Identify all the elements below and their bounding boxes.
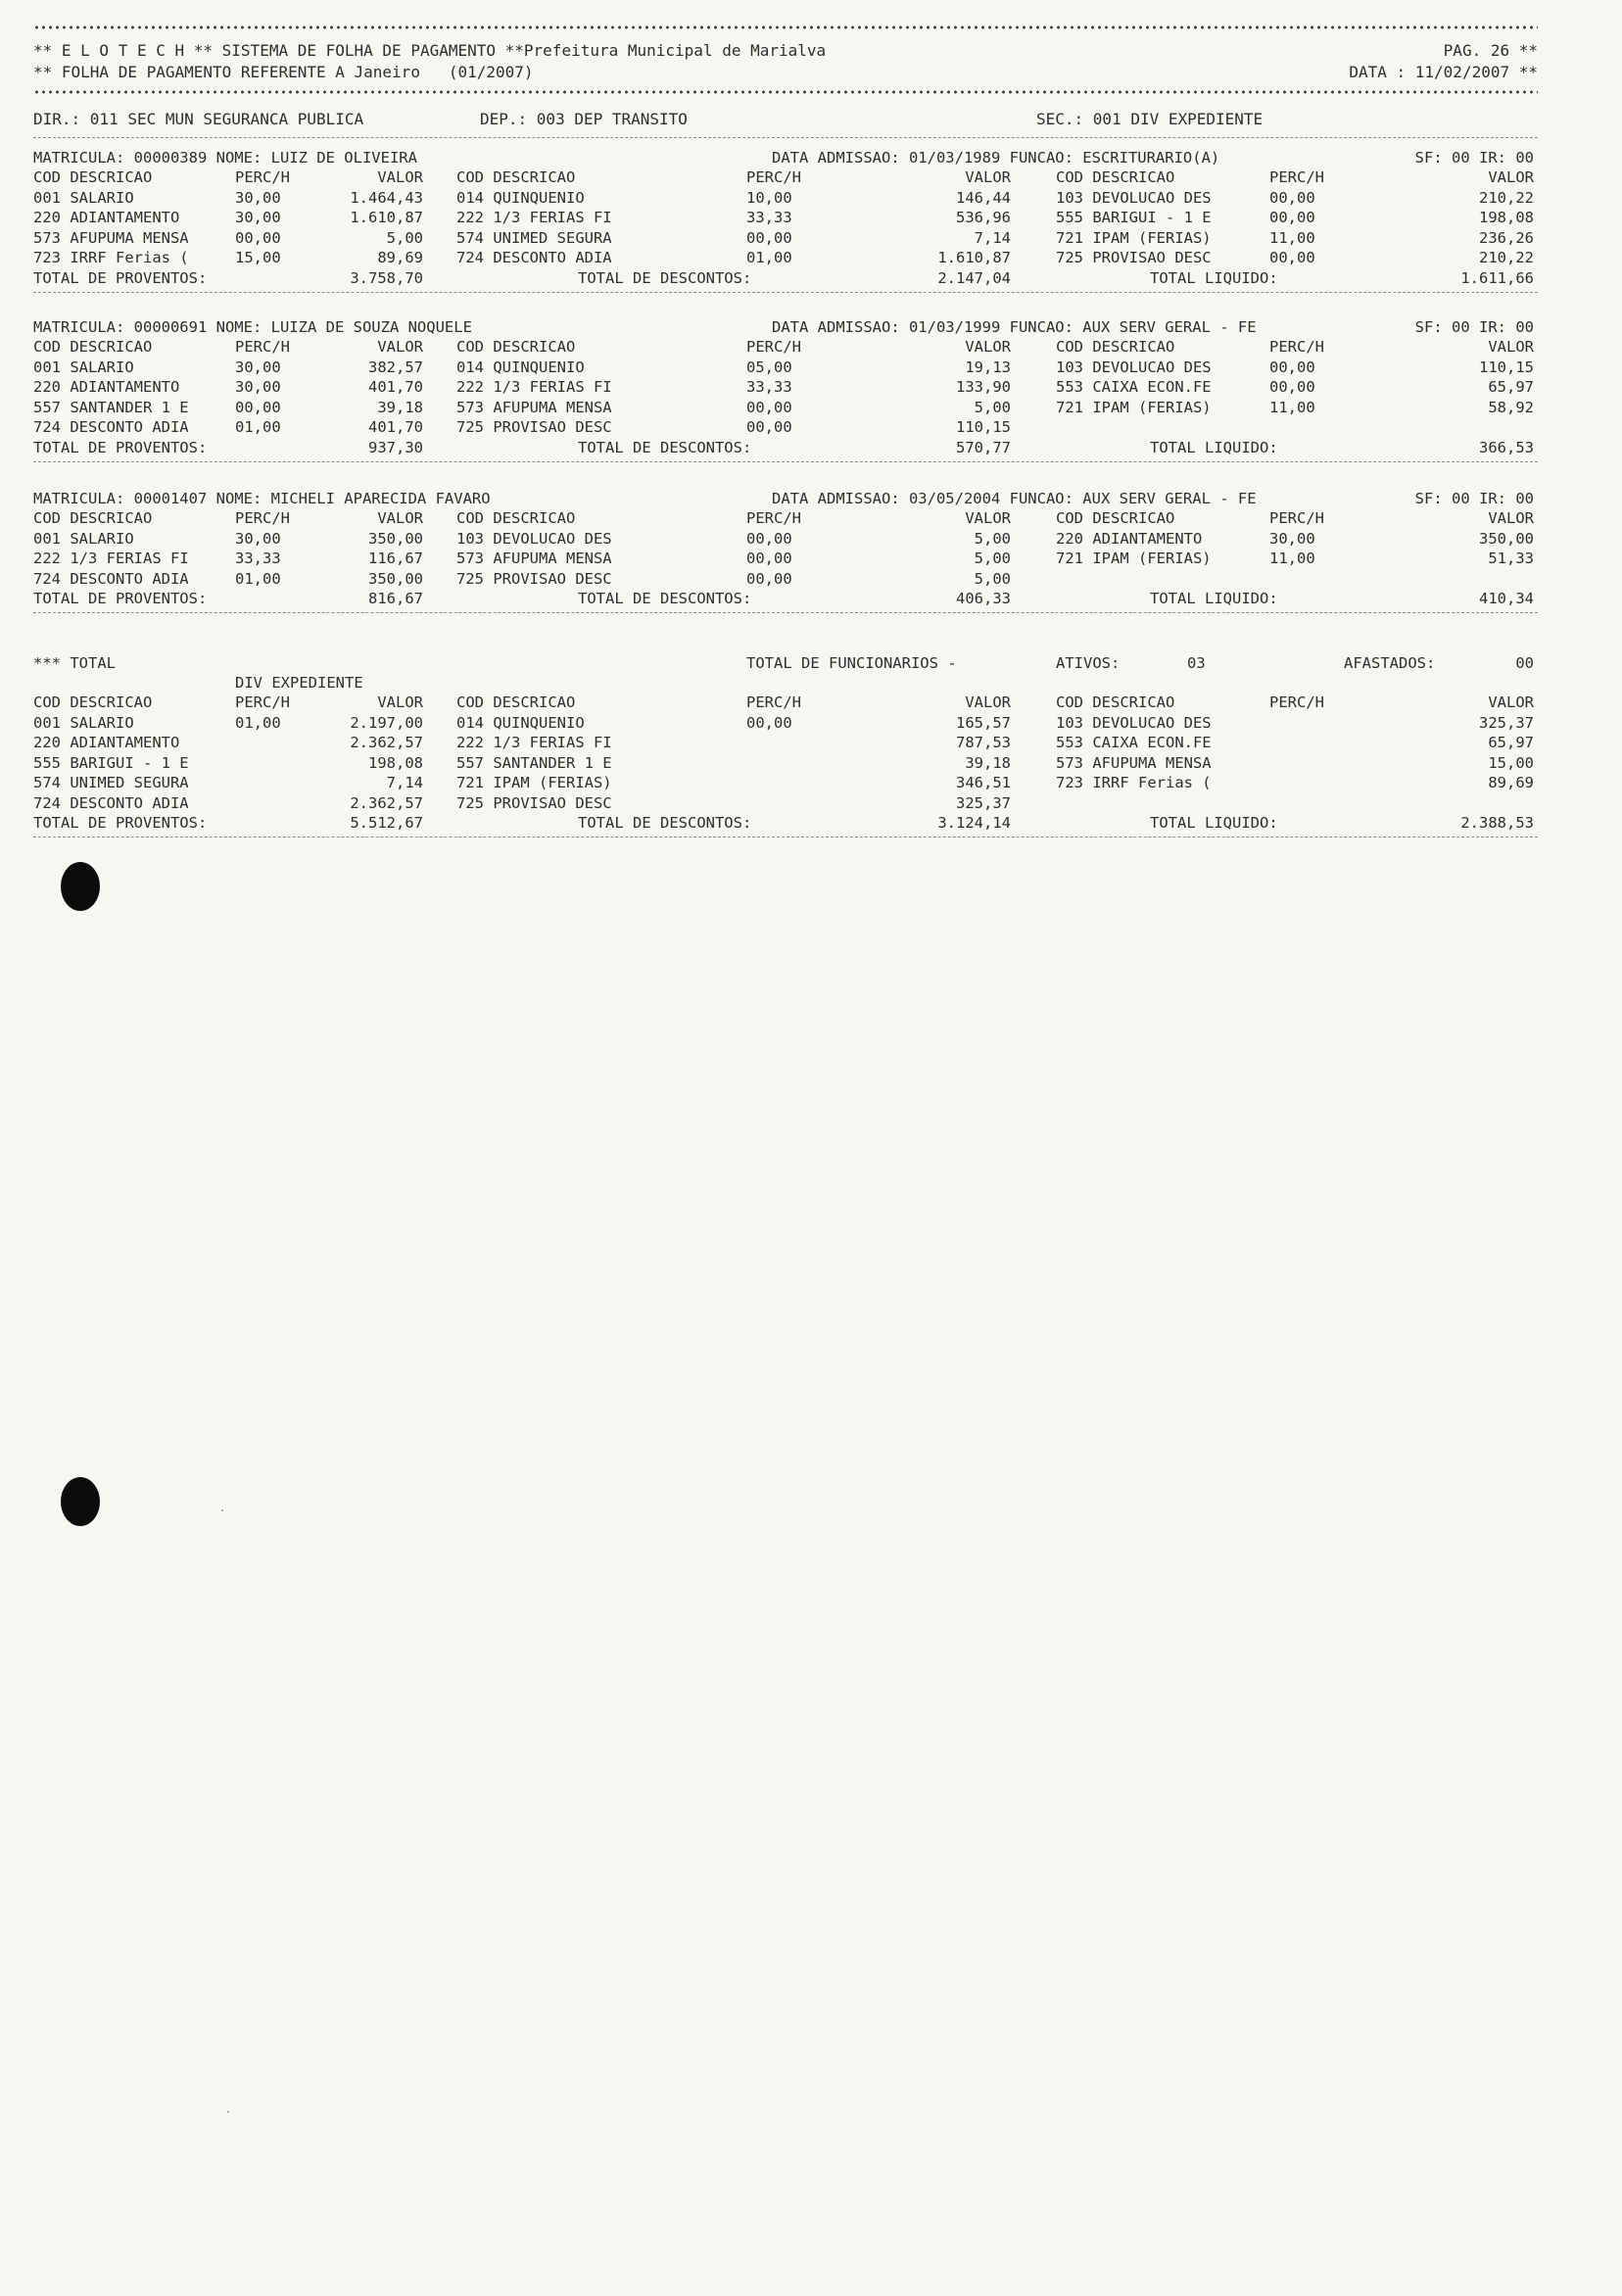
cell-desc: 103 DEVOLUCAO DES: [1056, 713, 1212, 732]
total-label: TOTAL DE DESCONTOS:: [578, 438, 752, 456]
cell-valor: 1.464,43: [350, 188, 423, 207]
cell-desc: 574 UNIMED SEGURA: [456, 228, 612, 247]
cell-valor: 325,37: [1479, 713, 1534, 732]
cell-valor: 2.197,00: [350, 713, 423, 732]
cell-valor: 350,00: [1479, 529, 1534, 548]
cell-desc: 222 1/3 FERIAS FI: [456, 209, 612, 226]
cell-desc: 557 SANTANDER 1 E: [456, 753, 612, 772]
total-label: TOTAL LIQUIDO:: [1150, 590, 1278, 607]
cell-desc: 103 DEVOLUCAO DES: [1056, 358, 1212, 376]
employee-admission: DATA ADMISSAO: 01/03/1999 FUNCAO: AUX SERV GERAL - FE: [772, 318, 1257, 336]
cell-desc: 724 DESCONTO ADIA: [33, 569, 189, 588]
cell-valor: 5,00: [386, 228, 423, 247]
cell-valor: 5,00: [974, 550, 1011, 567]
cell-perc: 00,00: [746, 228, 792, 247]
cell-perc: 01,00: [235, 418, 281, 436]
column-header: PERC/H: [746, 338, 801, 356]
cell-valor: 350,00: [368, 529, 423, 548]
column-header: PERC/H: [235, 694, 290, 711]
cell-perc: 33,33: [746, 378, 792, 396]
total-value: 2.147,04: [937, 268, 1011, 287]
cell-perc: 00,00: [746, 550, 792, 567]
total-label: TOTAL DE DESCONTOS:: [578, 814, 752, 832]
divider: [33, 137, 1538, 138]
employee-sf-ir: SF: 00 IR: 00: [1414, 318, 1534, 336]
column-header: COD DESCRICAO: [1056, 509, 1175, 527]
cell-desc: 573 AFUPUMA MENSA: [33, 228, 189, 247]
cell-desc: 103 DEVOLUCAO DES: [1056, 188, 1212, 207]
cell-valor: 325,37: [956, 793, 1011, 812]
cell-desc: 001 SALARIO: [33, 713, 134, 732]
cell-perc: 11,00: [1269, 550, 1315, 567]
cell-perc: 00,00: [1269, 358, 1315, 376]
cell-desc: 001 SALARIO: [33, 188, 134, 207]
cell-valor: 7,14: [974, 228, 1011, 247]
total-label: TOTAL DE DESCONTOS:: [578, 590, 752, 607]
section: SEC.: 001 DIV EXPEDIENTE: [1036, 110, 1264, 128]
cell-desc: 220 ADIANTAMENTO: [33, 378, 180, 396]
total-label: TOTAL DE PROVENTOS:: [33, 590, 208, 607]
cell-desc: 721 IPAM (FERIAS): [456, 774, 612, 791]
summary-employee-count-label: TOTAL DE FUNCIONARIOS -: [746, 654, 957, 672]
cell-valor: 210,22: [1479, 249, 1534, 266]
column-header: PERC/H: [746, 509, 801, 527]
cell-valor: 350,00: [368, 569, 423, 588]
cell-perc: 11,00: [1269, 398, 1315, 416]
total-value: 406,33: [956, 590, 1011, 607]
column-header: COD DESCRICAO: [33, 694, 153, 711]
column-header: COD DESCRICAO: [33, 338, 153, 356]
total-value: 1.611,66: [1460, 268, 1534, 287]
total-value: 5.512,67: [350, 814, 423, 832]
report-title: ** E L O T E C H ** SISTEMA DE FOLHA DE PAGAMENTO **Prefeitura Municipal de Marialva: [33, 41, 827, 60]
employee-sf-ir: SF: 00 IR: 00: [1414, 490, 1534, 507]
cell-desc: 555 BARIGUI - 1 E: [1056, 209, 1212, 226]
employee-matricula: MATRICULA: 00000691 NOME: LUIZA DE SOUZA NOQUELE: [33, 318, 472, 336]
cell-desc: 014 QUINQUENIO: [456, 358, 585, 376]
column-header: PERC/H: [235, 509, 290, 527]
column-header: VALOR: [377, 168, 423, 186]
cell-valor: 165,57: [956, 713, 1011, 732]
cell-perc: 30,00: [235, 188, 281, 207]
cell-desc: 725 PROVISAO DESC: [456, 793, 612, 812]
column-header: PERC/H: [746, 168, 801, 186]
cell-desc: 001 SALARIO: [33, 358, 134, 376]
cell-valor: 89,69: [1488, 774, 1534, 791]
summary-division: DIV EXPEDIENTE: [235, 674, 363, 692]
cell-perc: 00,00: [1269, 378, 1315, 396]
cell-valor: 133,90: [956, 378, 1011, 396]
employee-matricula: MATRICULA: 00001407 NOME: MICHELI APARECIDA FAVARO: [33, 490, 491, 507]
asterisk-rule-bottom: [33, 90, 1538, 94]
cell-desc: 724 DESCONTO ADIA: [33, 793, 189, 812]
cell-perc: 00,00: [1269, 249, 1315, 266]
summary-active-label: ATIVOS:: [1056, 654, 1121, 672]
cell-valor: 51,33: [1488, 550, 1534, 567]
divider: [33, 292, 1538, 293]
cell-perc: 05,00: [746, 358, 792, 376]
employee-matricula: MATRICULA: 00000389 NOME: LUIZ DE OLIVEIRA: [33, 149, 417, 167]
report-date: DATA : 11/02/2007 **: [1349, 63, 1538, 81]
cell-perc: 01,00: [235, 569, 281, 588]
scan-speck: [221, 1509, 223, 1511]
department: DEP.: 003 DEP TRANSITO: [480, 110, 688, 128]
employee-admission: DATA ADMISSAO: 03/05/2004 FUNCAO: AUX SERV GERAL - FE: [772, 490, 1257, 507]
cell-desc: 557 SANTANDER 1 E: [33, 398, 189, 416]
cell-valor: 58,92: [1488, 398, 1534, 416]
cell-desc: 725 PROVISAO DESC: [456, 418, 612, 436]
scan-speck: [227, 2111, 229, 2113]
total-label: TOTAL DE DESCONTOS:: [578, 268, 752, 287]
divider: [33, 612, 1538, 613]
cell-desc: 724 DESCONTO ADIA: [33, 418, 189, 436]
column-header: PERC/H: [235, 168, 290, 186]
cell-valor: 1.610,87: [350, 209, 423, 226]
summary-away-count: 00: [1515, 654, 1534, 672]
column-header: VALOR: [965, 168, 1011, 186]
cell-valor: 146,44: [956, 188, 1011, 207]
column-header: COD DESCRICAO: [1056, 694, 1175, 711]
cell-valor: 2.362,57: [350, 734, 423, 751]
cell-desc: 555 BARIGUI - 1 E: [33, 753, 189, 772]
column-header: VALOR: [965, 338, 1011, 356]
column-header: COD DESCRICAO: [1056, 168, 1175, 186]
cell-desc: 574 UNIMED SEGURA: [33, 774, 189, 791]
cell-perc: 30,00: [1269, 529, 1315, 548]
column-header: PERC/H: [235, 338, 290, 356]
cell-desc: 222 1/3 FERIAS FI: [456, 734, 612, 751]
cell-desc: 014 QUINQUENIO: [456, 713, 585, 732]
column-header: COD DESCRICAO: [33, 168, 153, 186]
column-header: VALOR: [965, 509, 1011, 527]
summary-away-label: AFASTADOS:: [1344, 654, 1436, 672]
cell-valor: 236,26: [1479, 228, 1534, 247]
column-header: PERC/H: [1269, 509, 1324, 527]
cell-desc: 014 QUINQUENIO: [456, 188, 585, 207]
cell-desc: 723 IRRF Ferias (: [1056, 774, 1212, 791]
cell-perc: 00,00: [746, 713, 792, 732]
cell-desc: 573 AFUPUMA MENSA: [1056, 753, 1212, 772]
cell-valor: 787,53: [956, 734, 1011, 751]
cell-valor: 65,97: [1488, 734, 1534, 751]
cell-desc: 553 CAIXA ECON.FE: [1056, 378, 1212, 396]
total-label: TOTAL DE PROVENTOS:: [33, 438, 208, 456]
employee-admission: DATA ADMISSAO: 01/03/1989 FUNCAO: ESCRITURARIO(A): [772, 149, 1220, 167]
total-value: 3.124,14: [937, 814, 1011, 832]
cell-perc: 01,00: [235, 713, 281, 732]
column-header: VALOR: [1488, 338, 1534, 356]
column-header: VALOR: [1488, 509, 1534, 527]
total-label: TOTAL LIQUIDO:: [1150, 268, 1278, 287]
cell-desc: 220 ADIANTAMENTO: [33, 209, 180, 226]
column-header: VALOR: [965, 694, 1011, 711]
cell-perc: 11,00: [1269, 228, 1315, 247]
cell-desc: 725 PROVISAO DESC: [1056, 249, 1212, 266]
cell-valor: 346,51: [956, 774, 1011, 791]
total-label: TOTAL LIQUIDO:: [1150, 814, 1278, 832]
cell-desc: 721 IPAM (FERIAS): [1056, 228, 1212, 247]
cell-perc: 33,33: [235, 550, 281, 567]
cell-valor: 116,67: [368, 550, 423, 567]
cell-valor: 19,13: [965, 358, 1011, 376]
cell-perc: 00,00: [1269, 209, 1315, 226]
total-value: 937,30: [368, 438, 423, 456]
cell-desc: 222 1/3 FERIAS FI: [456, 378, 612, 396]
cell-valor: 110,15: [956, 418, 1011, 436]
column-header: COD DESCRICAO: [456, 338, 576, 356]
cell-desc: 725 PROVISAO DESC: [456, 569, 612, 588]
column-header: VALOR: [377, 509, 423, 527]
cell-perc: 30,00: [235, 378, 281, 396]
cell-valor: 39,18: [965, 753, 1011, 772]
asterisk-rule-top: [33, 25, 1538, 29]
cell-desc: 001 SALARIO: [33, 529, 134, 548]
total-value: 570,77: [956, 438, 1011, 456]
cell-valor: 198,08: [1479, 209, 1534, 226]
cell-perc: 30,00: [235, 358, 281, 376]
column-header: COD DESCRICAO: [456, 168, 576, 186]
cell-perc: 15,00: [235, 249, 281, 266]
cell-desc: 553 CAIXA ECON.FE: [1056, 734, 1212, 751]
cell-perc: 00,00: [746, 418, 792, 436]
cell-perc: 00,00: [1269, 188, 1315, 207]
cell-perc: 00,00: [746, 529, 792, 548]
cell-valor: 5,00: [974, 569, 1011, 588]
column-header: PERC/H: [1269, 168, 1324, 186]
cell-valor: 65,97: [1488, 378, 1534, 396]
cell-desc: 723 IRRF Ferias (: [33, 249, 189, 266]
cell-valor: 110,15: [1479, 358, 1534, 376]
cell-valor: 5,00: [974, 529, 1011, 548]
punch-hole-bottom: [61, 1477, 100, 1526]
cell-valor: 382,57: [368, 358, 423, 376]
column-header: VALOR: [1488, 694, 1534, 711]
column-header: COD DESCRICAO: [456, 509, 576, 527]
cell-desc: 220 ADIANTAMENTO: [1056, 529, 1203, 548]
total-value: 3.758,70: [350, 268, 423, 287]
cell-perc: 10,00: [746, 188, 792, 207]
cell-desc: 103 DEVOLUCAO DES: [456, 529, 612, 548]
cell-valor: 198,08: [368, 753, 423, 772]
employee-sf-ir: SF: 00 IR: 00: [1414, 149, 1534, 167]
total-label: TOTAL LIQUIDO:: [1150, 438, 1278, 456]
punch-hole-top: [61, 862, 100, 911]
cell-perc: 00,00: [746, 398, 792, 416]
cell-desc: 220 ADIANTAMENTO: [33, 734, 180, 751]
cell-desc: 721 IPAM (FERIAS): [1056, 398, 1212, 416]
column-header: PERC/H: [1269, 694, 1324, 711]
cell-perc: 00,00: [235, 228, 281, 247]
cell-valor: 7,14: [386, 774, 423, 791]
column-header: COD DESCRICAO: [456, 694, 576, 711]
report-reference: ** FOLHA DE PAGAMENTO REFERENTE A Janeiro (01/2007): [33, 63, 534, 81]
summary-active-count: 03: [1187, 654, 1206, 672]
column-header: COD DESCRICAO: [33, 509, 153, 527]
cell-valor: 536,96: [956, 209, 1011, 226]
cell-valor: 210,22: [1479, 188, 1534, 207]
cell-valor: 5,00: [974, 398, 1011, 416]
cell-valor: 401,70: [368, 418, 423, 436]
column-header: PERC/H: [746, 694, 801, 711]
column-header: VALOR: [377, 694, 423, 711]
column-header: PERC/H: [1269, 338, 1324, 356]
cell-perc: 00,00: [746, 569, 792, 588]
directorate: DIR.: 011 SEC MUN SEGURANCA PUBLICA: [33, 110, 364, 128]
total-value: 410,34: [1479, 590, 1534, 607]
cell-valor: 2.362,57: [350, 793, 423, 812]
cell-desc: 222 1/3 FERIAS FI: [33, 550, 189, 567]
cell-perc: 00,00: [235, 398, 281, 416]
total-label: TOTAL DE PROVENTOS:: [33, 268, 208, 287]
column-header: VALOR: [1488, 168, 1534, 186]
cell-perc: 33,33: [746, 209, 792, 226]
cell-valor: 401,70: [368, 378, 423, 396]
column-header: COD DESCRICAO: [1056, 338, 1175, 356]
cell-perc: 30,00: [235, 209, 281, 226]
cell-valor: 89,69: [377, 249, 423, 266]
cell-desc: 573 AFUPUMA MENSA: [456, 550, 612, 567]
cell-valor: 39,18: [377, 398, 423, 416]
cell-valor: 15,00: [1488, 753, 1534, 772]
cell-perc: 01,00: [746, 249, 792, 266]
page-number: PAG. 26 **: [1443, 41, 1538, 60]
cell-perc: 30,00: [235, 529, 281, 548]
column-header: VALOR: [377, 338, 423, 356]
total-value: 2.388,53: [1460, 814, 1534, 832]
summary-label: *** TOTAL: [33, 654, 116, 672]
total-value: 816,67: [368, 590, 423, 607]
total-value: 366,53: [1479, 438, 1534, 456]
cell-desc: 721 IPAM (FERIAS): [1056, 550, 1212, 567]
cell-desc: 573 AFUPUMA MENSA: [456, 398, 612, 416]
cell-desc: 724 DESCONTO ADIA: [456, 249, 612, 266]
total-label: TOTAL DE PROVENTOS:: [33, 814, 208, 832]
divider: [33, 461, 1538, 462]
cell-valor: 1.610,87: [937, 249, 1011, 266]
